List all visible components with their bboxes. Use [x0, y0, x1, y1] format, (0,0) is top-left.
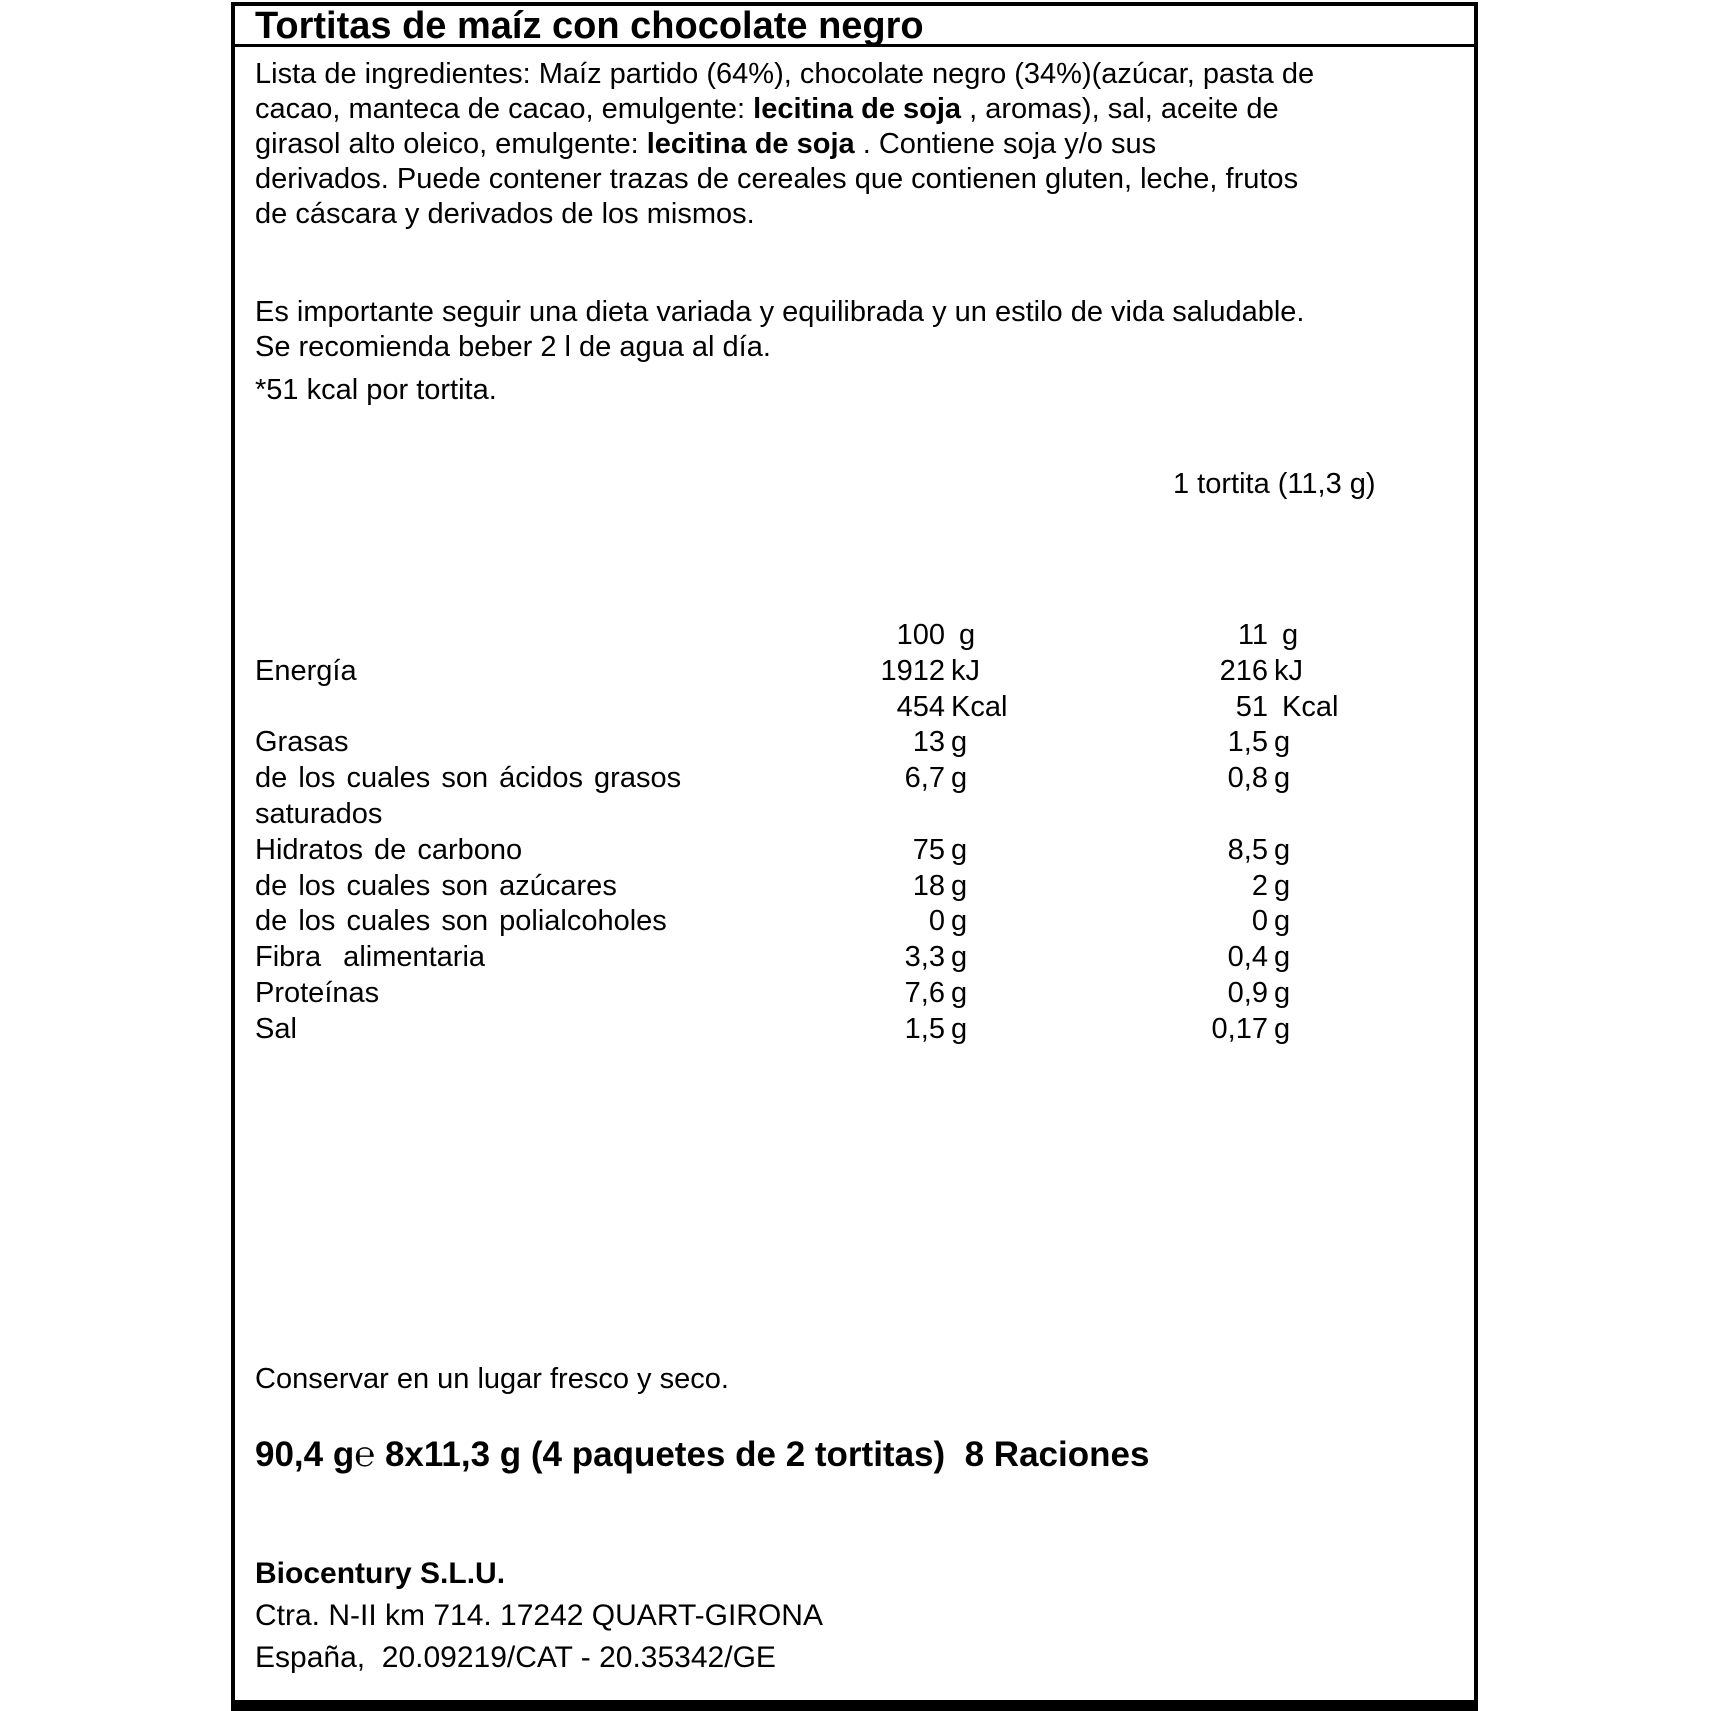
storage-instructions: Conservar en un lugar fresco y seco.: [255, 1363, 729, 1395]
diet-advice: [255, 295, 1304, 365]
column-header-100g: 100: [896, 619, 945, 651]
unit-per-100g: g: [951, 941, 968, 974]
nutrient-name: Sal: [255, 1012, 297, 1045]
nutrient-name: saturados: [255, 797, 383, 830]
value-per-100g: 13: [912, 726, 945, 759]
value-per-serving: 0,4: [1227, 941, 1268, 974]
value-per-serving: 8,5: [1227, 833, 1268, 866]
label-box: [231, 2, 1478, 1711]
nutrient-name: de los cuales son azúcares: [255, 869, 617, 902]
unit-per-100g: g: [951, 869, 968, 902]
unit-per-serving: g: [1274, 905, 1291, 938]
nutrient-name: Proteínas: [255, 976, 380, 1009]
unit-per-100g: g: [951, 833, 968, 866]
allergen-emphasis: lecitina de soja: [646, 128, 855, 160]
nutrition-table: [235, 618, 1474, 1048]
nutrient-name: Fibra alimentaria: [255, 941, 486, 974]
nutrient-name: de los cuales son ácidos grasos: [255, 762, 682, 795]
value-per-serving: 1,5: [1227, 726, 1268, 759]
ingredients-line: [255, 92, 1314, 127]
unit-per-serving: g: [1274, 833, 1291, 866]
unit-per-serving: g: [1274, 941, 1291, 974]
diet-advice-line: Es importante seguir una dieta variada y equilibrada y un estilo de vida saludable.: [255, 296, 1305, 328]
unit-per-100g: g: [951, 762, 968, 795]
value-per-100g: 454: [896, 690, 945, 723]
value-per-100g: 3,3: [904, 941, 945, 974]
nutrition-row-proteinas: [235, 976, 1474, 1012]
nutrition-row-polialcoholes: [235, 904, 1474, 940]
ingredients-text: . Contiene soja y/o sus: [854, 128, 1157, 160]
ingredients-line: [255, 197, 1314, 232]
unit-per-100g: g: [951, 726, 968, 759]
serving-size-note: 1 tortita (11,3 g): [1173, 468, 1376, 500]
unit-per-100g: g: [951, 1012, 968, 1045]
unit-per-100g: g: [951, 905, 968, 938]
unit-per-serving: g: [1274, 762, 1291, 795]
unit-per-serving: g: [1274, 869, 1291, 902]
nutrition-row-energia-kcal: [235, 690, 1474, 726]
manufacturer-name: Biocentury S.L.U.: [255, 1557, 506, 1590]
unit-per-100g: kJ: [951, 654, 980, 687]
nutrition-row-fibra: [235, 940, 1474, 976]
value-per-serving: 0: [1251, 905, 1268, 938]
ingredients-line: [255, 162, 1314, 197]
nutrition-row-azucares: [235, 869, 1474, 905]
value-per-serving: 0,17: [1211, 1012, 1268, 1045]
ingredients-text: girasol alto oleico, emulgente:: [255, 128, 647, 160]
column-header-serving: 11: [1237, 619, 1268, 651]
nutrient-name: Energía: [255, 654, 357, 687]
value-per-serving: 216: [1219, 654, 1268, 687]
value-per-100g: 18: [912, 869, 945, 902]
value-per-100g: 7,6: [904, 976, 945, 1009]
column-header-serving-unit: g: [1274, 619, 1299, 651]
value-per-100g: 1,5: [904, 1012, 945, 1045]
kcal-per-unit-note: *51 kcal por tortita.: [255, 374, 497, 406]
ingredients-text: , aromas), sal, aceite de: [961, 93, 1279, 125]
nutrition-row-acidos-grasos: [235, 761, 1474, 797]
nutrient-name: de los cuales son polialcoholes: [255, 905, 667, 938]
nutrient-name: Hidratos de carbono: [255, 833, 523, 866]
value-per-serving: 0,8: [1227, 762, 1268, 795]
manufacturer-registration: España, 20.09219/CAT - 20.35342/GE: [255, 1641, 776, 1674]
value-per-100g: 0: [928, 905, 945, 938]
unit-per-100g: g: [951, 976, 968, 1009]
title-divider: [235, 44, 1474, 47]
ingredients-text: derivados. Puede contener trazas de cereales que contienen gluten, leche, frutos: [255, 163, 1299, 195]
value-per-serving: 51: [1235, 690, 1268, 723]
allergen-emphasis: lecitina de soja: [753, 93, 962, 125]
net-weight-line: 90,4 g℮ 8x11,3 g (4 paquetes de 2 tortitas) 8 Raciones: [255, 1435, 1150, 1474]
nutrition-row-saturados: [235, 797, 1474, 833]
ingredients-text: Lista de ingredientes: Maíz partido (64%), chocolate negro (34%)(azúcar, pasta de: [255, 58, 1315, 90]
value-per-100g: 1912: [880, 654, 945, 687]
nutrition-row-grasas: [235, 725, 1474, 761]
ingredients-text: de cáscara y derivados de los mismos.: [255, 198, 755, 230]
unit-per-serving: g: [1274, 726, 1291, 759]
value-per-serving: 2: [1251, 869, 1268, 902]
nutrition-row-hidratos: [235, 833, 1474, 869]
ingredients-line: [255, 57, 1314, 92]
value-per-100g: 75: [912, 833, 945, 866]
nutrition-row-sal: [235, 1012, 1474, 1048]
manufacturer-address: Ctra. N-II km 714. 17242 QUART-GIRONA: [255, 1599, 823, 1632]
ingredients-paragraph: [255, 57, 1314, 232]
diet-advice-line: Se recomienda beber 2 l de agua al día.: [255, 331, 771, 363]
unit-per-serving: g: [1274, 1012, 1291, 1045]
manufacturer-block: [255, 1553, 823, 1679]
nutrition-row-energia-kj: [235, 654, 1474, 690]
unit-per-serving: g: [1274, 976, 1291, 1009]
unit-per-serving: Kcal: [1274, 690, 1339, 723]
product-title: Tortitas de maíz con chocolate negro: [255, 5, 924, 47]
ingredients-text: cacao, manteca de cacao, emulgente:: [255, 93, 754, 125]
nutrition-header-row: [235, 618, 1474, 654]
unit-per-serving: kJ: [1274, 654, 1303, 687]
column-header-100g-unit: g: [951, 619, 976, 651]
ingredients-line: [255, 127, 1314, 162]
value-per-100g: 6,7: [904, 762, 945, 795]
nutrient-name: Grasas: [255, 726, 349, 759]
unit-per-100g: Kcal: [951, 690, 1008, 723]
value-per-serving: 0,9: [1227, 976, 1268, 1009]
